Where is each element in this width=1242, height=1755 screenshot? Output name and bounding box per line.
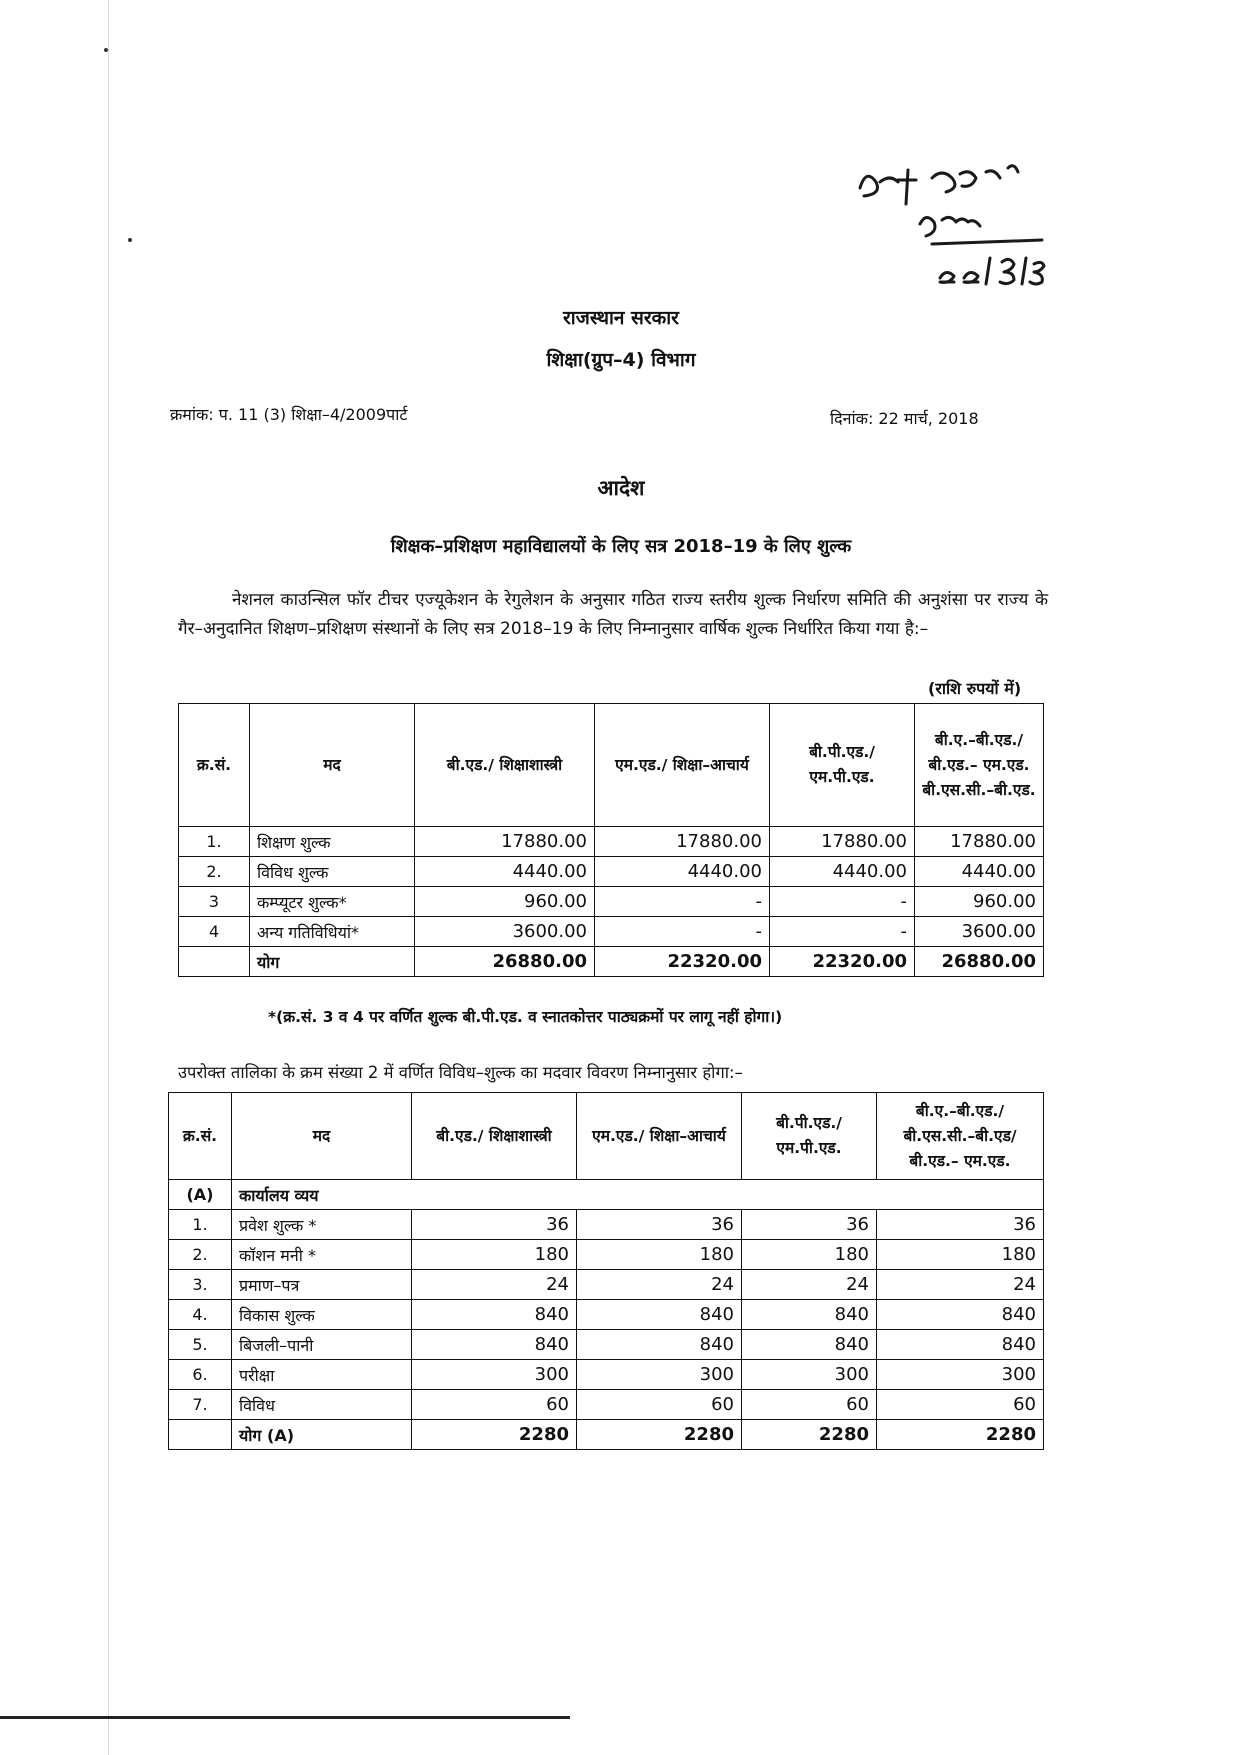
section-title: कार्यालय व्यय — [232, 1180, 1044, 1210]
department-heading: शिक्षा(ग्रुप–4) विभाग — [546, 349, 696, 371]
amount-cell: - — [770, 887, 915, 917]
section-code: (A) — [169, 1180, 232, 1210]
table-row — [169, 1270, 1044, 1300]
header-integrated: बी.ए.–बी.एड./ बी.एड.– एम.एड. बी.एस.सी.–बी.एड. — [915, 704, 1044, 827]
header-bed: बी.एड./ शिक्षाशास्त्री — [412, 1093, 577, 1180]
amount-cell: 17880.00 — [770, 827, 915, 857]
serial-cell: 2. — [179, 857, 250, 887]
serial-cell: 4. — [169, 1300, 232, 1330]
amount-cell: 4440.00 — [595, 857, 770, 887]
amount-cell: 300 — [742, 1360, 877, 1390]
fee-table-header-row — [179, 704, 1044, 827]
amount-cell: 24 — [412, 1270, 577, 1300]
amount-cell: 3600.00 — [915, 917, 1044, 947]
amount-cell: 180 — [742, 1240, 877, 1270]
amount-cell: 24 — [877, 1270, 1044, 1300]
amount-cell: 60 — [577, 1390, 742, 1420]
breakdown-header-row — [169, 1093, 1044, 1180]
serial-cell: 2. — [169, 1240, 232, 1270]
header-med: एम.एड./ शिक्षा–आचार्य — [595, 704, 770, 827]
header-serial: क्र.सं. — [169, 1093, 232, 1180]
table-row — [169, 1330, 1044, 1360]
amount-cell: 26880.00 — [415, 947, 595, 977]
serial-cell — [169, 1420, 232, 1450]
amount-cell: - — [770, 917, 915, 947]
amount-cell: 2280 — [577, 1420, 742, 1450]
amount-cell: 17880.00 — [915, 827, 1044, 857]
scan-bottom-rule — [0, 1716, 570, 1719]
order-title: आदेश — [597, 476, 645, 500]
amount-cell: 2280 — [742, 1420, 877, 1450]
amount-cell: 840 — [412, 1330, 577, 1360]
serial-cell: 5. — [169, 1330, 232, 1360]
header-item: मद — [232, 1093, 412, 1180]
amount-cell: 22320.00 — [595, 947, 770, 977]
item-cell: कम्प्यूटर शुल्क* — [250, 887, 415, 917]
amount-cell: 180 — [577, 1240, 742, 1270]
scan-margin-line — [108, 0, 109, 1755]
amount-cell: 960.00 — [415, 887, 595, 917]
item-cell: प्रवेश शुल्क * — [232, 1210, 412, 1240]
amount-cell: 300 — [877, 1360, 1044, 1390]
amount-cell: 300 — [412, 1360, 577, 1390]
item-cell: बिजली–पानी — [232, 1330, 412, 1360]
table-row — [179, 827, 1044, 857]
header-bped: बी.पी.एड./ एम.पी.एड. — [770, 704, 915, 827]
item-cell: परीक्षा — [232, 1360, 412, 1390]
section-row — [169, 1180, 1044, 1210]
amount-cell: 26880.00 — [915, 947, 1044, 977]
amount-cell: 36 — [577, 1210, 742, 1240]
serial-cell: 4 — [179, 917, 250, 947]
item-cell: शिक्षण शुल्क — [250, 827, 415, 857]
scan-speck — [104, 48, 108, 52]
header-med: एम.एड./ शिक्षा–आचार्य — [577, 1093, 742, 1180]
amount-cell: 36 — [412, 1210, 577, 1240]
amount-cell: 840 — [742, 1300, 877, 1330]
amount-cell: 60 — [412, 1390, 577, 1420]
scan-speck — [128, 238, 132, 242]
amount-cell: 2280 — [412, 1420, 577, 1450]
serial-cell: 3. — [169, 1270, 232, 1300]
amount-cell: 840 — [577, 1330, 742, 1360]
amount-cell: 4440.00 — [770, 857, 915, 887]
amount-cell: 36 — [742, 1210, 877, 1240]
table-row — [179, 887, 1044, 917]
misc-fee-breakdown-table — [168, 1092, 1044, 1450]
amount-cell: 17880.00 — [595, 827, 770, 857]
serial-cell: 1. — [169, 1210, 232, 1240]
government-heading: राजस्थान सरकार — [563, 307, 679, 329]
amount-cell: 60 — [742, 1390, 877, 1420]
total-label: योग (A) — [232, 1420, 412, 1450]
serial-cell — [179, 947, 250, 977]
item-cell: कॉशन मनी * — [232, 1240, 412, 1270]
item-cell: विकास शुल्क — [232, 1300, 412, 1330]
amount-cell: 840 — [877, 1330, 1044, 1360]
order-subject: शिक्षक–प्रशिक्षण महाविद्यालयों के लिए सत्र 2018–19 के लिए शुल्क — [390, 536, 852, 557]
reference-number: क्रमांक: प. 11 (3) शिक्षा–4/2009पार्ट — [170, 405, 408, 424]
order-paragraph: नेशनल काउन्सिल फॉर टीचर एज्यूकेशन के रेगुलेशन के अनुसार गठित राज्य स्तरीय शुल्क निर्धारण समिति की अनुशंसा पर राज्य के गैर–अनुदानित शिक्षण–प्रशिक्षण संस्थानों के लिए सत्र 2018–19 के लिए निम्नानुसार वार्षिक शुल्क निर्धारित किया गया है:– — [178, 590, 1048, 639]
amount-cell: 300 — [577, 1360, 742, 1390]
total-row — [169, 1420, 1044, 1450]
table-row — [179, 857, 1044, 887]
item-cell: प्रमाण–पत्र — [232, 1270, 412, 1300]
header-integrated: बी.ए.–बी.एड./ बी.एस.सी.–बी.एड/ बी.एड.– एम.एड. — [877, 1093, 1044, 1180]
handwritten-annotation — [820, 140, 1080, 290]
table-row — [169, 1360, 1044, 1390]
amount-cell: 24 — [577, 1270, 742, 1300]
amount-cell: 840 — [577, 1300, 742, 1330]
header-bed: बी.एड./ शिक्षाशास्त्री — [415, 704, 595, 827]
table-row — [169, 1300, 1044, 1330]
amount-cell: 4440.00 — [915, 857, 1044, 887]
amount-cell: 36 — [877, 1210, 1044, 1240]
table-row — [169, 1390, 1044, 1420]
amount-cell: - — [595, 887, 770, 917]
fee-footnote: *(क्र.सं. 3 व 4 पर वर्णित शुल्क बी.पी.एड. व स्नातकोत्तर पाठ्यक्रमों पर लागू नहीं होगा।) — [268, 1008, 783, 1026]
breakdown-intro: उपरोक्त तालिका के क्रम संख्या 2 में वर्णित विविध–शुल्क का मदवार विवरण निम्नानुसार होगा:– — [178, 1063, 743, 1082]
amount-cell: 60 — [877, 1390, 1044, 1420]
order-date: दिनांक: 22 मार्च, 2018 — [830, 409, 979, 428]
amount-cell: 24 — [742, 1270, 877, 1300]
header-bped: बी.पी.एड./ एम.पी.एड. — [742, 1093, 877, 1180]
amount-cell: 17880.00 — [415, 827, 595, 857]
item-cell: विविध शुल्क — [250, 857, 415, 887]
amount-cell: 840 — [877, 1300, 1044, 1330]
amount-cell: 840 — [412, 1300, 577, 1330]
header-serial: क्र.सं. — [179, 704, 250, 827]
fee-table — [178, 703, 1044, 977]
header-item: मद — [250, 704, 415, 827]
amount-cell: - — [595, 917, 770, 947]
amount-cell: 2280 — [877, 1420, 1044, 1450]
amount-cell: 960.00 — [915, 887, 1044, 917]
serial-cell: 7. — [169, 1390, 232, 1420]
amount-cell: 180 — [412, 1240, 577, 1270]
amount-cell: 180 — [877, 1240, 1044, 1270]
table-row — [179, 917, 1044, 947]
serial-cell: 3 — [179, 887, 250, 917]
total-label: योग — [250, 947, 415, 977]
table-row — [169, 1240, 1044, 1270]
amount-cell: 22320.00 — [770, 947, 915, 977]
item-cell: विविध — [232, 1390, 412, 1420]
amount-cell: 840 — [742, 1330, 877, 1360]
amount-unit-note: (राशि रुपयों में) — [928, 679, 1022, 698]
total-row — [179, 947, 1044, 977]
amount-cell: 3600.00 — [415, 917, 595, 947]
table-row — [169, 1210, 1044, 1240]
amount-cell: 4440.00 — [415, 857, 595, 887]
serial-cell: 6. — [169, 1360, 232, 1390]
item-cell: अन्य गतिविधियां* — [250, 917, 415, 947]
serial-cell: 1. — [179, 827, 250, 857]
